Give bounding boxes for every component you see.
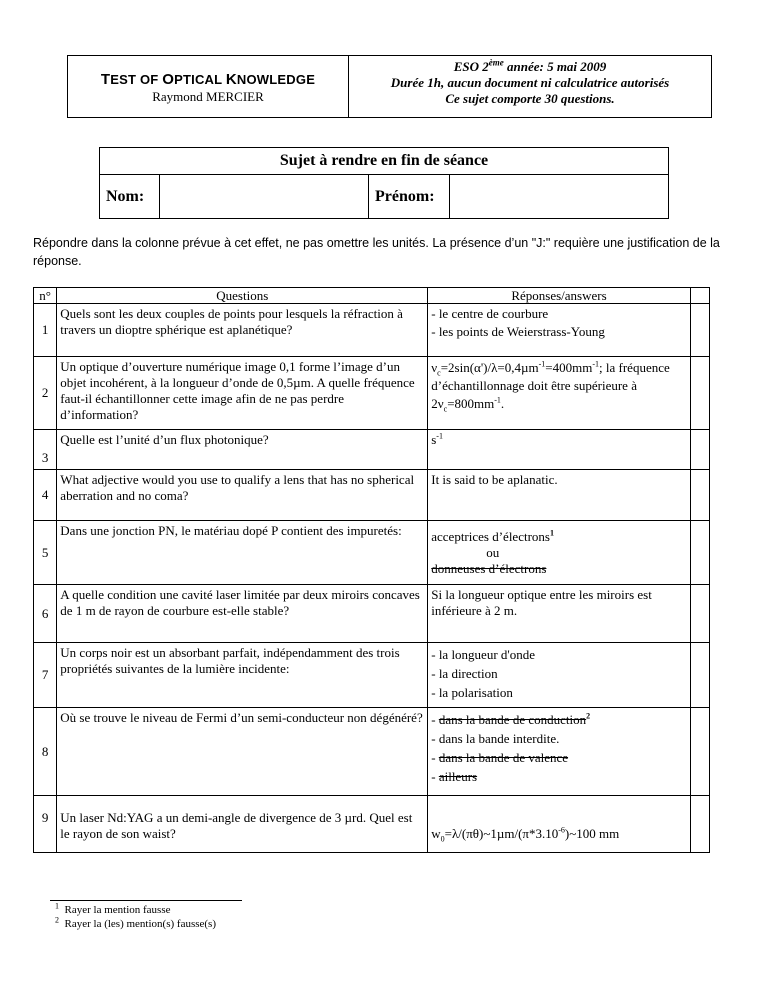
footnote: $^2$ Rayer la (les) mention(s) fausse(s) (55, 915, 217, 930)
col-answers-header: Réponses/answers (428, 288, 690, 304)
table-row (34, 643, 710, 708)
question-text: Un optique d’ouverture numérique image 0,1 forme l’image d’un objet incohérent, à la longueur d’onde de 0,5µm. A quelle fréquence faut-il échantillonner cette image afin de ne pas perdre d’information? (57, 357, 428, 430)
question-number: 3 (34, 430, 57, 470)
instructions: Répondre dans la colonne prévue à cet effet, ne pas omettre les unités. La présence d’un "J:" requière une justification de la réponse. (33, 236, 720, 268)
question-number: 6 (34, 585, 57, 643)
answer-cell[interactable] (428, 643, 690, 708)
answer-line: - dans la bande interdite. (431, 731, 560, 746)
table-row (34, 430, 710, 470)
question-count: Ce sujet comporte 30 questions. (445, 91, 615, 106)
table-row (34, 470, 710, 521)
answer-line: - ailleurs (431, 769, 478, 784)
footnote: $^1$ Rayer la mention fausse (55, 901, 171, 916)
nom-label: Nom: (100, 175, 160, 219)
answer-cell[interactable]: Si la longueur optique entre les miroirs est inférieure à 2 m. (428, 585, 690, 643)
header-info-cell (349, 59, 711, 107)
footnote-separator (50, 900, 242, 901)
table-row (34, 585, 710, 643)
answer-cell[interactable]: $s^{-1}$ (428, 430, 690, 470)
col-check-header (690, 288, 709, 304)
answer-line: - la polarisation (431, 685, 513, 700)
submission-title: Sujet à rendre en fin de séance (100, 148, 669, 175)
nom-field[interactable] (160, 175, 369, 219)
exam-date: ESO 2ème année: 5 mai 2009 (453, 57, 607, 74)
check-cell (690, 357, 709, 430)
header-box (67, 55, 712, 118)
question-number: 7 (34, 643, 57, 708)
answer-cell[interactable]: $w_0=\lambda/(\pi\theta)\sim 1\mu m/(\pi*3.10^{-6})\sim 100$ mm (428, 796, 690, 853)
name-box (99, 147, 669, 219)
check-cell (690, 430, 709, 470)
check-cell (690, 585, 709, 643)
question-number: 5 (34, 521, 57, 585)
answer-line: - la direction (431, 666, 498, 681)
question-text: Un corps noir est un absorbant parfait, indépendamment des trois propriétés suivantes de la lumière incidente: (57, 643, 428, 708)
table-row (34, 796, 710, 853)
question-number: 8 (34, 708, 57, 796)
question-number: 9 (34, 796, 57, 853)
table-row (34, 521, 710, 585)
answer-cell[interactable] (428, 708, 690, 796)
check-cell (690, 796, 709, 853)
answer-line: - les points de Weierstrass-Young (431, 324, 605, 339)
prenom-label: Prénom: (369, 175, 450, 219)
question-text: Dans une jonction PN, le matériau dopé P contient des impuretés: (57, 521, 428, 585)
answer-cell[interactable]: It is said to be aplanatic. (428, 470, 690, 521)
question-text: Quelle est l’unité d’un flux photonique? (57, 430, 428, 470)
question-number: 1 (34, 304, 57, 357)
question-number: 4 (34, 470, 57, 521)
answer-line: ou (486, 545, 500, 560)
table-header-row (34, 288, 710, 304)
check-cell (690, 304, 709, 357)
answer-line: - le centre de courbure (431, 306, 549, 321)
question-text: A quelle condition une cavité laser limitée par deux miroirs concaves de 1 m de rayon de courbure est-elle stable? (57, 585, 428, 643)
answer-line: - la longueur d'onde (431, 647, 536, 662)
answer-line: acceptrices d’électrons$^1$ (431, 528, 554, 544)
exam-duration: Durée 1h, aucun document ni calculatrice autorisés (390, 75, 670, 90)
answer-line: - dans la bande de valence (431, 750, 569, 765)
footnotes (55, 903, 216, 931)
table-row (34, 708, 710, 796)
question-text: Un laser Nd:YAG a un demi-angle de divergence de 3 µrd. Quel est le rayon de son waist? (57, 796, 428, 853)
check-cell (690, 708, 709, 796)
answer-cell[interactable]: $\nu_c=2\sin(\alpha')/\lambda=0,4\mu m^{-1}=400mm^{-1}$; la fréquence d’échantillonnage doit être supérieure à $2\nu_c=800mm^{-1}$. (428, 357, 690, 430)
table-row (34, 304, 710, 357)
check-cell (690, 521, 709, 585)
answer-cell[interactable] (428, 304, 690, 357)
questions-table (33, 287, 710, 853)
test-title: TEST OF OPTICAL KNOWLEDGE (100, 71, 316, 88)
header-title-cell (68, 56, 349, 117)
question-number: 2 (34, 357, 57, 430)
answer-line-struck: donneuses d’électrons (431, 561, 547, 576)
col-questions-header: Questions (57, 288, 428, 304)
check-cell (690, 643, 709, 708)
question-text: What adjective would you use to qualify a lens that has no spherical aberration and no coma? (57, 470, 428, 521)
prenom-field[interactable] (450, 175, 669, 219)
author: Raymond MERCIER (152, 89, 264, 104)
check-cell (690, 470, 709, 521)
answer-cell[interactable] (428, 521, 690, 585)
question-text: Quels sont les deux couples de points pour lesquels la réfraction à travers un dioptre sphérique est aplanétique? (57, 304, 428, 357)
answer-line: - dans la bande de conduction$^2$ (431, 711, 591, 727)
table-row (34, 357, 710, 430)
question-text: Où se trouve le niveau de Fermi d’un semi-conducteur non dégénéré? (57, 708, 428, 796)
col-number-header: n° (34, 288, 57, 304)
